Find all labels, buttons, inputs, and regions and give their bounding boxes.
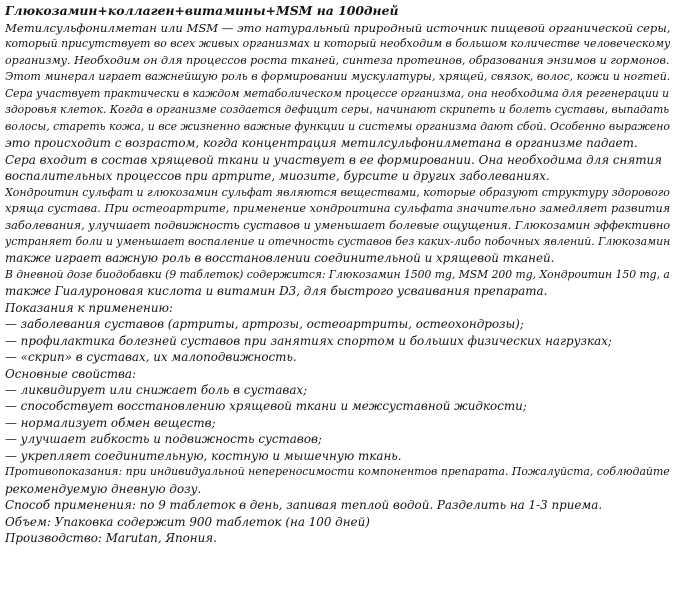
text-line: — «скрип» в суставах, их малоподвижность.	[5, 350, 297, 365]
text-line: — способствует восстановлению хрящевой ткани и межсуставной жидкости;	[5, 399, 527, 414]
text-line: Метилсульфонилметан или MSM — это натуральный природный источник пищевой органической серы,	[5, 21, 670, 35]
text-line: В дневной дозе биодобавки (9 таблеток) содержится: Глюкозамин 1500 mg, MSM 200 mg, Хондроитин 150 mg, а	[5, 267, 670, 281]
text-line: — укрепляет соединительную, костную и мышечную ткань.	[5, 448, 402, 463]
text-line: Основные свойства:	[5, 366, 137, 381]
text-line: хряща сустава. При остеоартрите, применение хондроитина сульфата значительно замедляет развития	[5, 201, 670, 215]
text-line: — улучшает гибкость и подвижность суставов;	[5, 432, 322, 447]
text-line: — профилактика болезней суставов при занятиях спортом и больших физических нагрузках;	[5, 333, 612, 348]
text-line: — ликвидирует или снижает боль в суставах;	[5, 382, 308, 397]
text-line: рекомендуемую дневную дозу.	[5, 481, 202, 496]
text-line: Этот минерал играет важнейшую роль в формировании мускулатуры, хрящей, связок, волос, кожи и ногтей.	[5, 70, 670, 84]
text-line: Противопоказания: при индивидуальной непереносимости компонентов препарата. Пожалуйста, соблюдайте	[5, 465, 670, 479]
text-line: также Гиалуроновая кислота и витамин D3, для быстрого усваивания препарата.	[5, 284, 548, 299]
description-body	[5, 20, 670, 547]
text-line: Объем: Упаковка содержит 900 таблеток (на 100 дней)	[5, 514, 370, 529]
text-line: Сера входит в состав хрящевой ткани и участвует в ее формировании. Она необходима для снятия	[5, 152, 663, 167]
text-line: заболевания, улучшает подвижность суставов и уменьшает болевые ощущения. Глюкозамин эффективно	[5, 218, 670, 233]
text-line: который присутствует во всех живых организмах и который необходим в большом количестве человеческому	[5, 37, 670, 51]
text-line: — нормализует обмен веществ;	[5, 415, 216, 430]
text-line: здоровья клеток. Когда в организме создается дефицит серы, начинают скрипеть и болеть суставы, выпадать	[5, 103, 670, 117]
text-line: воспалительных процессов при артрите, миозите, бурсите и других заболеваниях.	[5, 169, 550, 184]
text-line: Показания к применению:	[5, 300, 173, 315]
text-line: устраняет боли и уменьшает воспаление и отечность суставов без каких-либо побочных явлений. Глюкозамин	[5, 234, 670, 248]
product-title: Глюкозамин+коллаген+витамины+MSM на 100дней	[5, 3, 399, 18]
text-line: Хондроитин сульфат и глюкозамин сульфат являются веществами, которые образуют структуру здорового	[5, 185, 670, 199]
text-line: волосы, стареть кожа, и все жизненно важные функции и системы организма дают сбой. Особенно выражено	[5, 119, 670, 133]
text-line: также играет важную роль в восстановлении соединительной и хрящевой тканей.	[5, 251, 555, 266]
text-line: организму. Необходим он для процессов роста тканей, синтеза протеинов, образования энзимов и гормонов.	[5, 53, 670, 67]
text-line: это происходит с возрастом, когда концентрация метилсульфонилметана в организме падает.	[5, 136, 638, 151]
text-line: Сера участвует практически в каждом метаболическом процессе организма, она необходима для регенерации и	[5, 86, 670, 100]
text-line: — заболевания суставов (артриты, артрозы, остеоартриты, остеохондрозы);	[5, 317, 524, 332]
text-line: Способ применения: по 9 таблеток в день, запивая теплой водой. Разделить на 1-3 приема.	[5, 498, 603, 513]
text-line: Производство: Marutan, Япония.	[5, 531, 217, 546]
